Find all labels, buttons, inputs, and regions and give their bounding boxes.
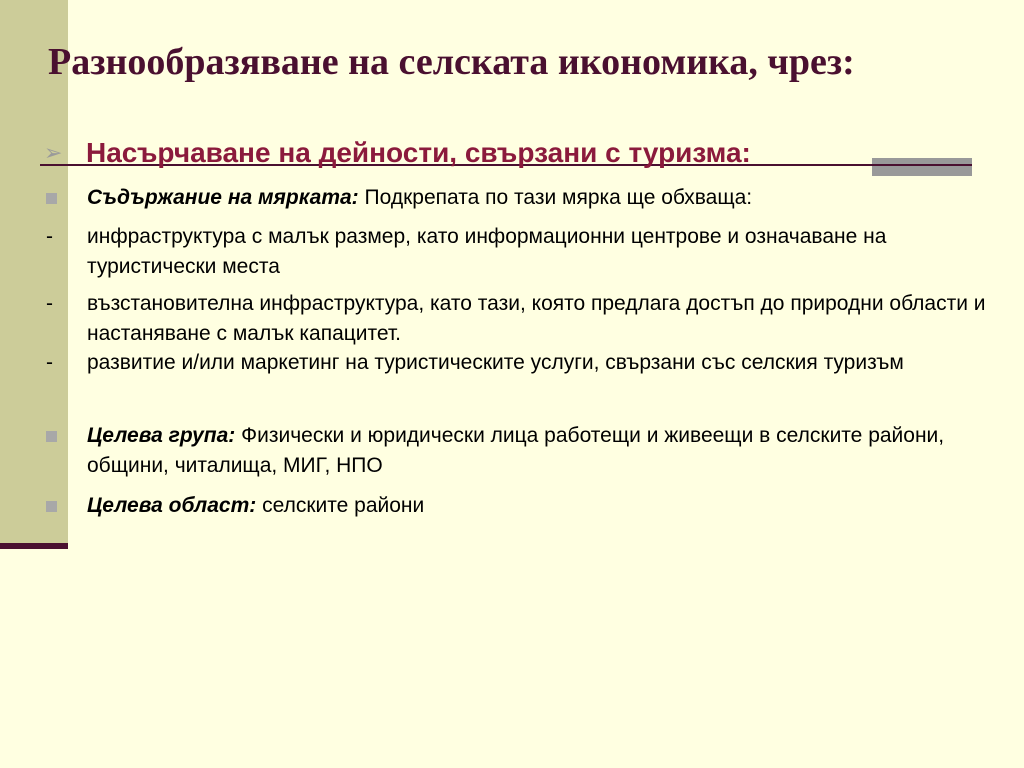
subheading-text: Насърчаване на дейности, свързани с туризма: xyxy=(86,137,751,168)
list-item-measure-content xyxy=(44,183,994,213)
dash-bullet: - xyxy=(46,292,53,315)
list-item-target-group xyxy=(44,421,994,481)
list-item-dash-1 xyxy=(44,222,994,282)
square-bullet-icon xyxy=(44,421,74,442)
list-item-target-area xyxy=(44,491,994,521)
list-item-dash-2 xyxy=(44,289,994,349)
dash-item-text: развитие и/или маркетинг на туристическите услуги, свързани със селския туризъм xyxy=(87,351,904,374)
sidebar-rule xyxy=(0,543,68,549)
subheading xyxy=(44,136,751,170)
arrow-bullet-icon: ➢ xyxy=(44,140,63,165)
dash-bullet: - xyxy=(46,351,53,374)
target-area-label: Целева област: xyxy=(87,494,257,517)
square-bullet-icon xyxy=(44,491,74,512)
square-bullet-icon xyxy=(44,183,74,204)
measure-content-label: Съдържание на мярката: xyxy=(87,186,359,209)
target-area-text: селските райони xyxy=(256,494,425,517)
target-group-text: Физически и юридически лица работещи и живеещи в селските райони, общини, читалища, МИГ, НПО xyxy=(87,424,945,477)
title-accent-bar xyxy=(872,158,972,176)
dash-item-text: възстановителна инфраструктура, като тази, която предлага достъп до природни области и настаняване с малък капацитет. xyxy=(87,292,986,345)
dash-bullet: - xyxy=(46,225,53,248)
target-group-label: Целева група: xyxy=(87,424,236,447)
measure-content-text: Подкрепата по тази мярка ще обхваща: xyxy=(358,186,753,209)
list-item-dash-3 xyxy=(44,348,994,378)
slide-title: Разнообразяване на селската икономика, чрез: xyxy=(48,41,855,83)
dash-item-text: инфраструктура с малък размер, като информационни центрове и означаване на туристически места xyxy=(87,225,887,278)
